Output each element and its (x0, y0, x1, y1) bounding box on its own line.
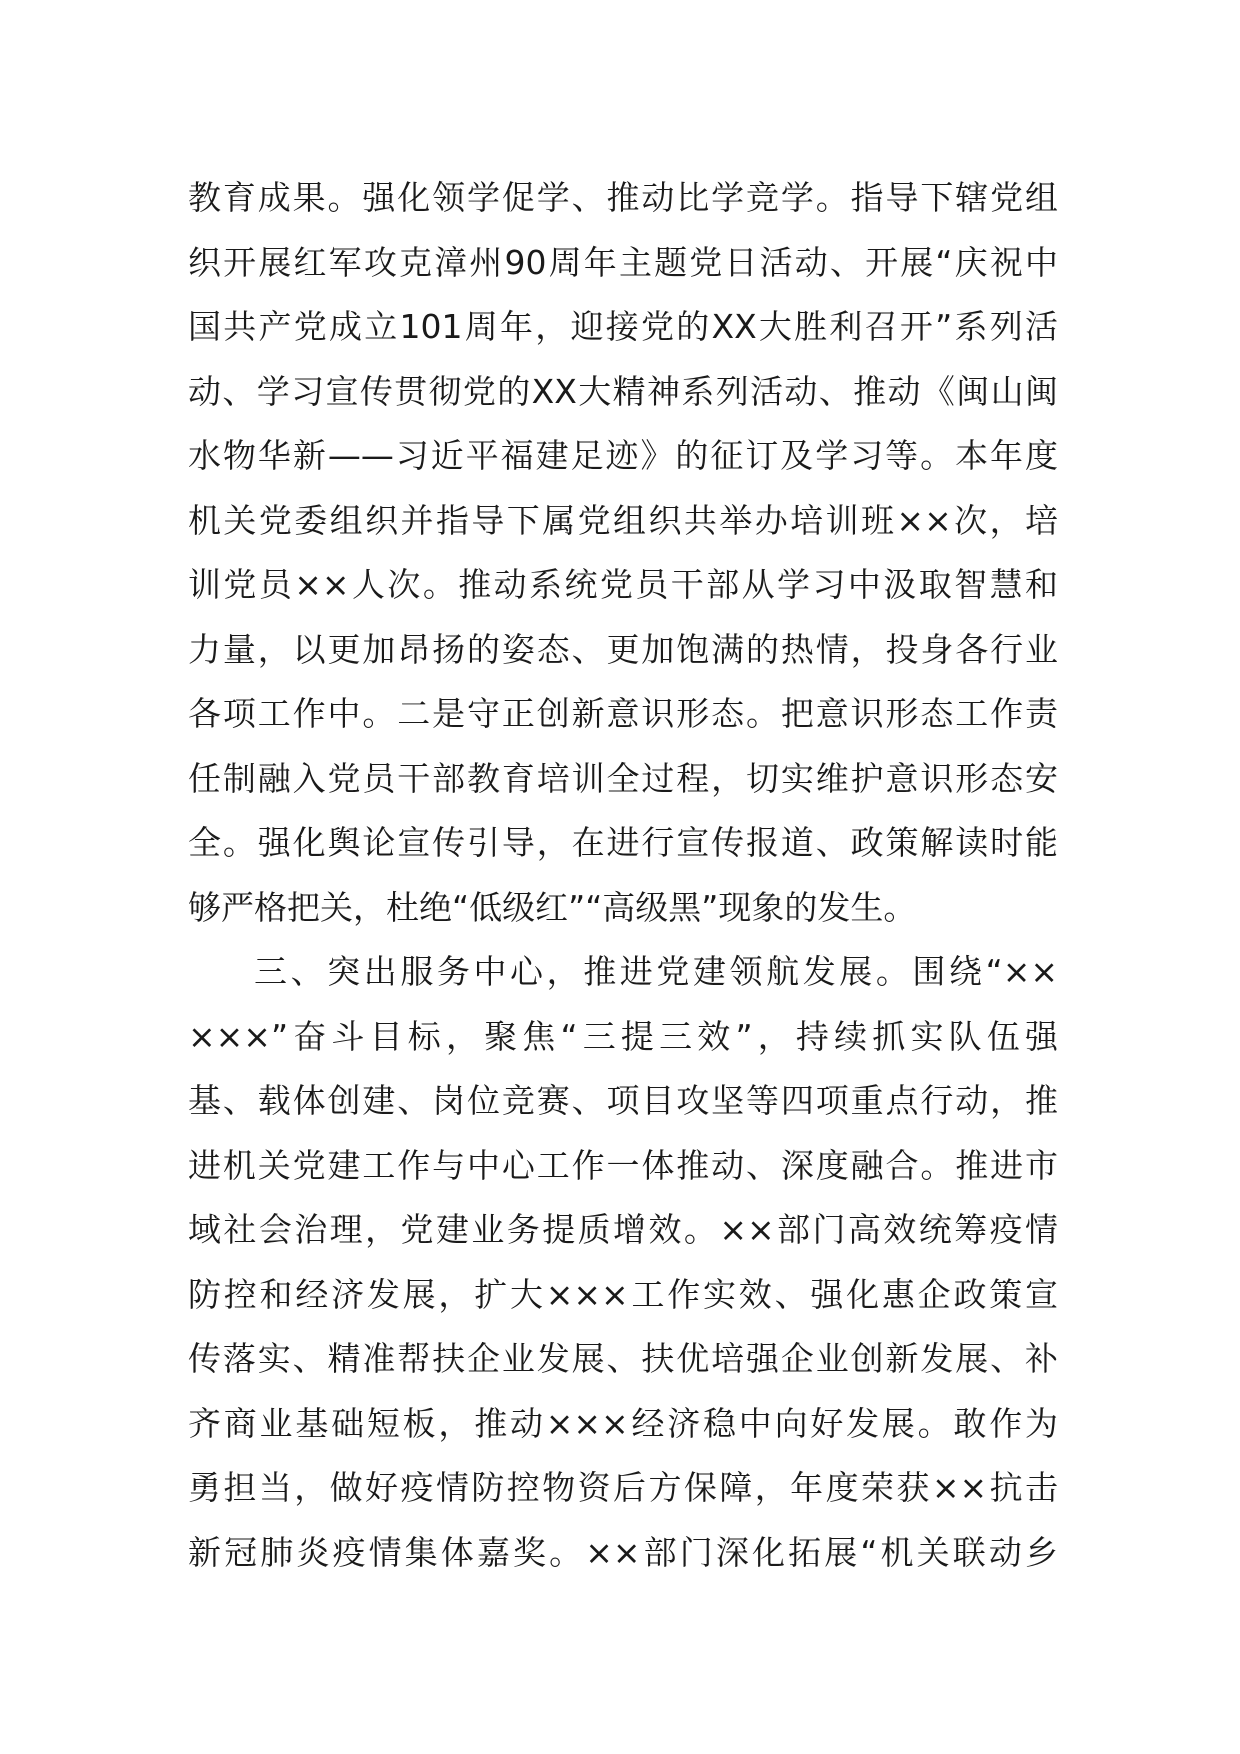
text-line: 全。强化舆论宣传引导，在进行宣传报道、政策解读时能 (188, 823, 1058, 862)
text-line: 力量，以更加昂扬的姿态、更加饱满的热情，投身各行业 (188, 629, 1058, 669)
text-line: 任制融入党员干部教育培训全过程，切实维护意识形态安 (188, 758, 1058, 798)
text-line: 织开展红军攻克漳州90周年主题党日活动、开展“庆祝中 (188, 242, 1058, 282)
paragraph-first-line: 三、突出服务中心，推进党建领航发展。围绕“×× (254, 952, 1058, 991)
text-line: 机关党委组织并指导下属党组织共举办培训班××次，培 (188, 500, 1058, 540)
text-line: 动、学习宣传贯彻党的XX大精神系列活动、推动《闽山闽 (188, 371, 1058, 411)
text-line: 新冠肺炎疫情集体嘉奖。××部门深化拓展“机关联动乡 (188, 1532, 1058, 1572)
document-body (188, 166, 1058, 1585)
text-line: 够严格把关，杜绝“低级红”“高级黑”现象的发生。 (188, 887, 917, 927)
text-line: ×××”奋斗目标，聚焦“三提三效”，持续抓实队伍强 (188, 1016, 1058, 1056)
text-line: 各项工作中。二是守正创新意识形态。把意识形态工作责 (188, 694, 1058, 733)
text-line: 传落实、精准帮扶企业发展、扶优培强企业创新发展、补 (188, 1339, 1058, 1378)
text-line: 训党员××人次。推动系统党员干部从学习中汲取智慧和 (188, 565, 1058, 604)
text-line: 勇担当，做好疫情防控物资后方保障，年度荣获××抗击 (188, 1468, 1058, 1507)
text-line: 齐商业基础短板，推动×××经济稳中向好发展。敢作为 (188, 1403, 1058, 1443)
text-line: 防控和经济发展，扩大×××工作实效、强化惠企政策宣 (188, 1274, 1058, 1314)
text-line: 国共产党成立101周年，迎接党的XX大胜利召开”系列活 (188, 307, 1058, 346)
text-line: 基、载体创建、岗位竞赛、项目攻坚等四项重点行动，推 (188, 1081, 1058, 1120)
text-line: 水物华新——习近平福建足迹》的征订及学习等。本年度 (188, 436, 1058, 475)
text-line: 进机关党建工作与中心工作一体推动、深度融合。推进市 (188, 1145, 1058, 1185)
text-line: 教育成果。强化领学促学、推动比学竞学。指导下辖党组 (188, 178, 1058, 217)
text-line: 域社会治理，党建业务提质增效。××部门高效统筹疫情 (188, 1210, 1058, 1249)
